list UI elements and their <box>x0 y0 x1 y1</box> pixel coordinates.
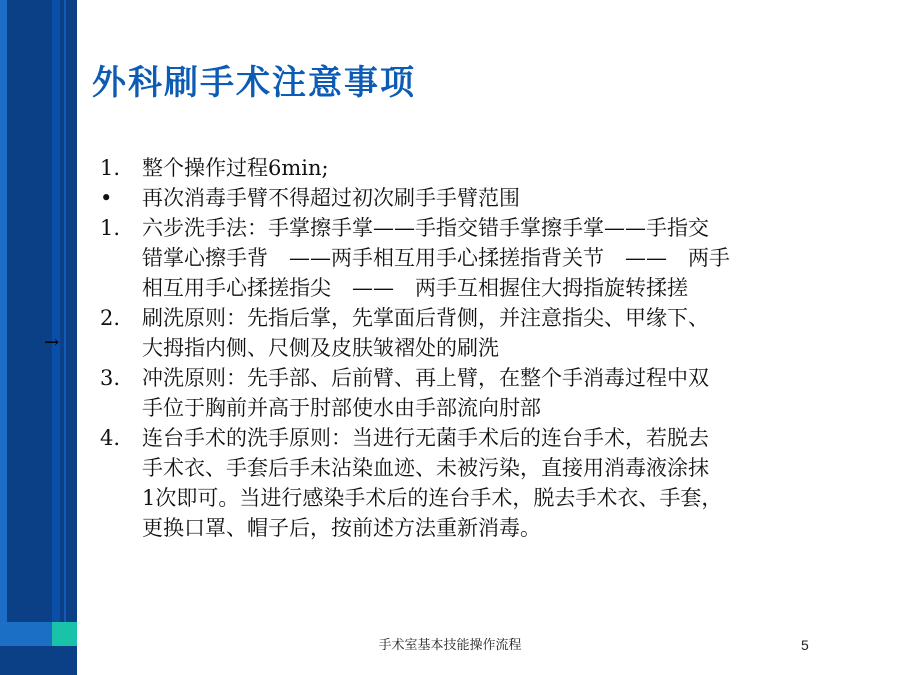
sidebar-inner-line <box>64 0 66 675</box>
list-item-text: 连台手术的洗手原则：当进行无菌手术后的连台手术，若脱去 手术衣、手套后手未沾染血迹、未被污染，直接用消毒液涂抹 1次即可。当进行感染手术后的连台手术，脱去手术衣、手套， 更换口罩、帽子后，按前述方法重新消毒。 <box>142 426 723 540</box>
list-item <box>100 423 840 543</box>
arrow-icon: → <box>44 332 60 353</box>
page-number: 5 <box>801 637 809 653</box>
list-item <box>100 153 840 183</box>
slide-content <box>100 153 840 543</box>
footer-text: 手术室基本技能操作流程 <box>378 638 522 653</box>
list-item-text: 冲洗原则：先手部、后前臂、再上臂，在整个手消毒过程中双 手位于胸前并高于肘部使水由手部流向肘部 <box>142 366 709 420</box>
list-item-text: 整个操作过程6min; <box>142 156 329 180</box>
list-item <box>100 183 840 213</box>
list-marker: 4. <box>100 426 121 450</box>
list-marker: 3. <box>100 366 121 390</box>
list-marker: 2. <box>100 306 121 330</box>
list-item-text: 六步洗手法：手掌擦手掌——手指交错手掌擦手掌——手指交 错掌心擦手背 ——两手相互用手心揉搓指背关节 —— 两手 相互用手心揉搓指尖 —— 两手互相握住大拇指旋转揉搓 <box>142 216 730 300</box>
list-item <box>100 363 840 423</box>
list-item-text: 刷洗原则：先指后掌，先掌面后背侧，并注意指尖、甲缘下、 大拇指内侧、尺侧及皮肤皱褶处的刷洗 <box>142 306 709 360</box>
list-item <box>100 213 840 303</box>
bullet-icon: • <box>100 186 113 210</box>
sidebar-stripe <box>0 0 7 675</box>
list-marker: 1. <box>100 216 121 240</box>
list-item-text: 再次消毒手臂不得超过初次刷手手臂范围 <box>142 186 520 210</box>
slide-title: 外科刷手术注意事项 <box>92 63 416 103</box>
list-marker: 1. <box>100 156 121 180</box>
list-item <box>100 303 840 363</box>
